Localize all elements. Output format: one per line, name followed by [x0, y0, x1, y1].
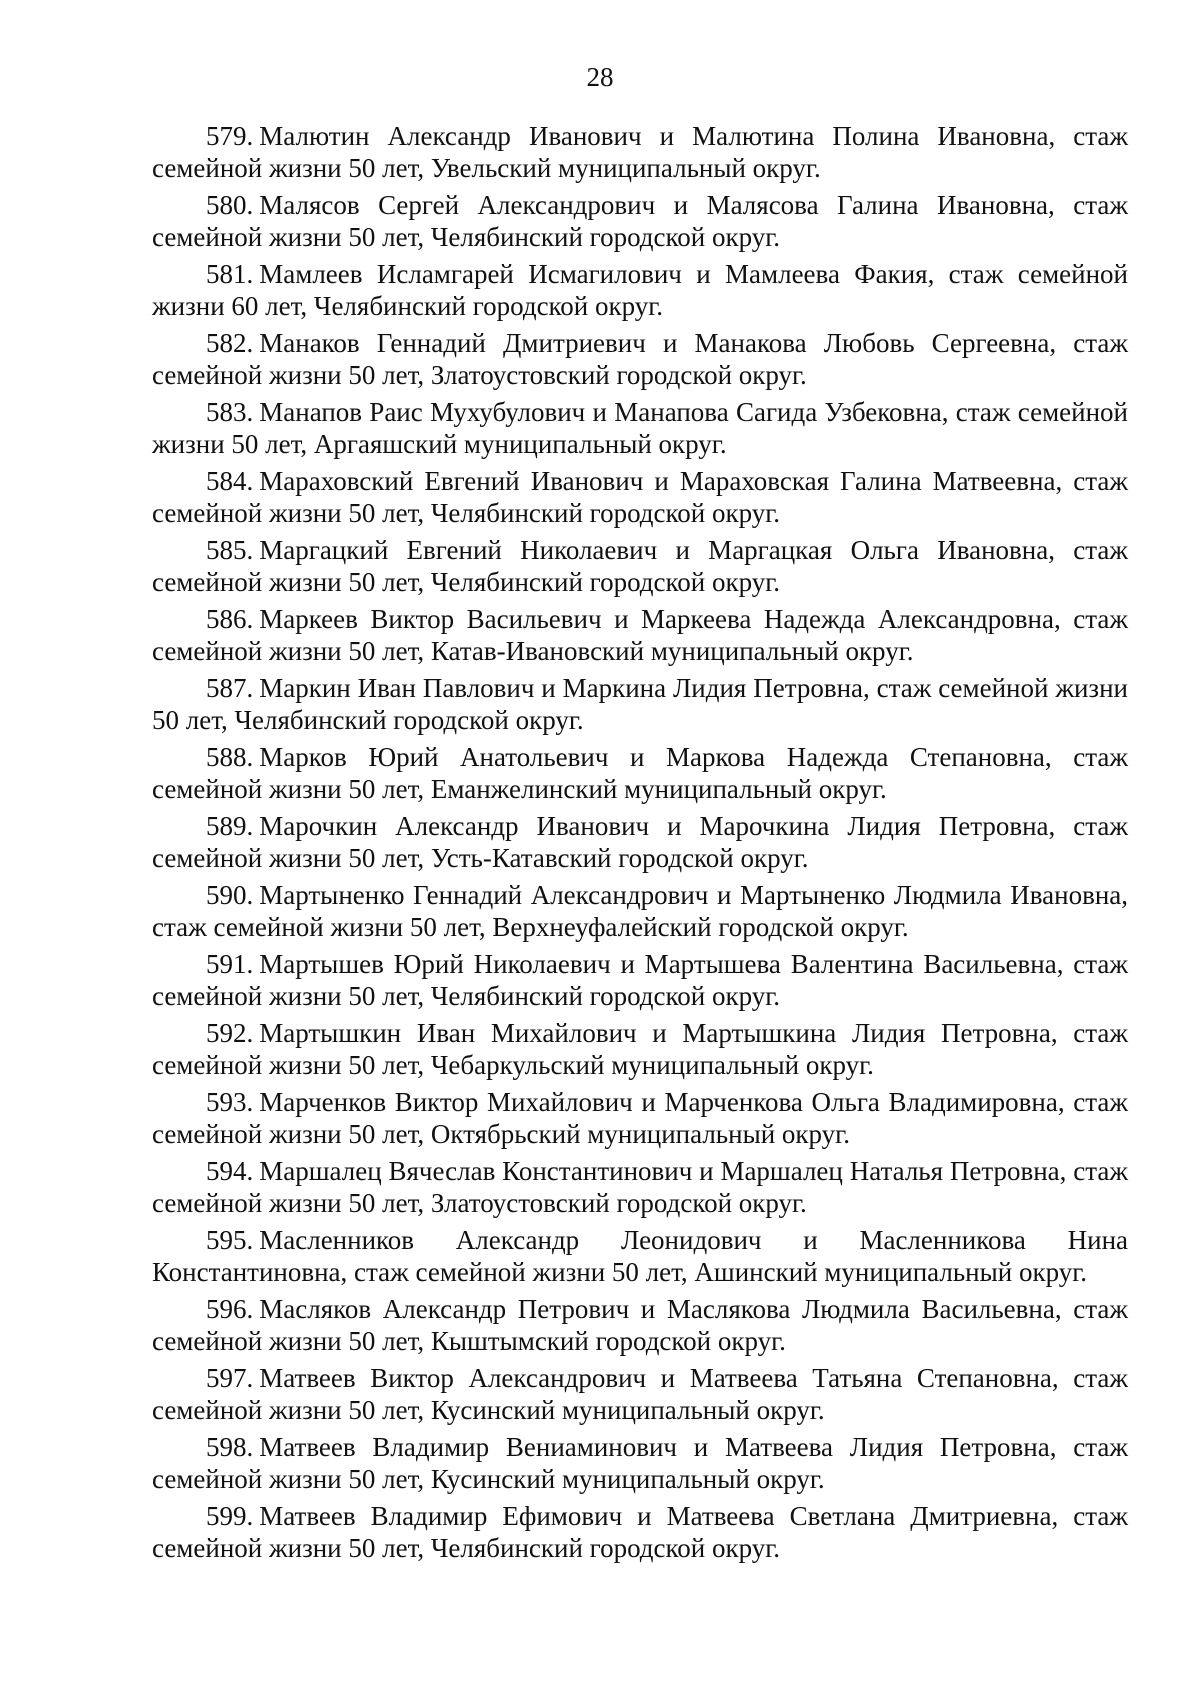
- list-item: [152, 121, 1128, 184]
- item-number: 595.: [206, 1225, 254, 1255]
- item-number: 590.: [206, 880, 254, 910]
- item-number: 585.: [206, 535, 254, 565]
- list-item: [152, 1501, 1128, 1564]
- item-number: 586.: [206, 604, 254, 634]
- list-item: [152, 604, 1128, 667]
- item-text: Марков Юрий Анатольевич и Маркова Надежда Степановна, стаж семейной жизни 50 лет, Еманжелинский муниципальный округ.: [152, 742, 1128, 804]
- item-number: 583.: [206, 397, 254, 427]
- item-number: 580.: [206, 190, 254, 220]
- list-item: [152, 397, 1128, 460]
- item-text: Масленников Александр Леонидович и Масленникова Нина Константиновна, стаж семейной жизни 50 лет, Ашинский муниципальный округ.: [152, 1225, 1128, 1287]
- list-item: [152, 742, 1128, 805]
- item-text: Масляков Александр Петрович и Маслякова Людмила Васильевна, стаж семейной жизни 50 лет, Кыштымский городской округ.: [152, 1294, 1128, 1356]
- list-item: [152, 880, 1128, 943]
- list-item: [152, 1363, 1128, 1426]
- item-text: Матвеев Владимир Вениаминович и Матвеева Лидия Петровна, стаж семейной жизни 50 лет, Кусинский муниципальный округ.: [152, 1432, 1128, 1494]
- item-number: 581.: [206, 259, 254, 289]
- item-text: Маркеев Виктор Васильевич и Маркеева Надежда Александровна, стаж семейной жизни 50 лет, Катав-Ивановский муниципальный округ.: [152, 604, 1128, 666]
- item-number: 587.: [206, 673, 254, 703]
- item-text: Мартышкин Иван Михайлович и Мартышкина Лидия Петровна, стаж семейной жизни 50 лет, Чебаркульский муниципальный округ.: [152, 1018, 1128, 1080]
- list-item: [152, 328, 1128, 391]
- item-number: 594.: [206, 1156, 254, 1186]
- item-text: Мамлеев Исламгарей Исмагилович и Мамлеева Факия, стаж семейной жизни 60 лет, Челябинский городской округ.: [152, 259, 1128, 321]
- page-number: 28: [586, 62, 614, 92]
- item-text: Маркин Иван Павлович и Маркина Лидия Петровна, стаж семейной жизни 50 лет, Челябинский городской округ.: [152, 673, 1128, 735]
- list-item: [152, 190, 1128, 253]
- list-item: [152, 466, 1128, 529]
- item-text: Матвеев Виктор Александрович и Матвеева Татьяна Степановна, стаж семейной жизни 50 лет, Кусинский муниципальный округ.: [152, 1363, 1128, 1425]
- item-number: 584.: [206, 466, 254, 496]
- item-text: Мартышев Юрий Николаевич и Мартышева Валентина Васильевна, стаж семейной жизни 50 лет, Челябинский городской округ.: [152, 949, 1128, 1011]
- list-item: [152, 1432, 1128, 1495]
- list-item: [152, 1156, 1128, 1219]
- item-text: Марченков Виктор Михайлович и Марченкова Ольга Владимировна, стаж семейной жизни 50 лет, Октябрьский муниципальный округ.: [152, 1087, 1128, 1149]
- item-text: Мараховский Евгений Иванович и Мараховская Галина Матвеевна, стаж семейной жизни 50 лет, Челябинский городской округ.: [152, 466, 1128, 528]
- list-item: [152, 1087, 1128, 1150]
- item-text: Матвеев Владимир Ефимович и Матвеева Светлана Дмитриевна, стаж семейной жизни 50 лет, Челябинский городской округ.: [152, 1501, 1128, 1563]
- item-number: 588.: [206, 742, 254, 772]
- item-number: 579.: [206, 121, 254, 151]
- award-list: [152, 121, 1128, 1570]
- list-item: [152, 1294, 1128, 1357]
- item-text: Маршалец Вячеслав Константинович и Маршалец Наталья Петровна, стаж семейной жизни 50 лет, Златоустовский городской округ.: [152, 1156, 1128, 1218]
- item-number: 593.: [206, 1087, 254, 1117]
- item-text: Маргацкий Евгений Николаевич и Маргацкая Ольга Ивановна, стаж семейной жизни 50 лет, Челябинский городской округ.: [152, 535, 1128, 597]
- item-text: Манаков Геннадий Дмитриевич и Манакова Любовь Сергеевна, стаж семейной жизни 50 лет, Златоустовский городской округ.: [152, 328, 1128, 390]
- list-item: [152, 1018, 1128, 1081]
- item-text: Малютин Александр Иванович и Малютина Полина Ивановна, стаж семейной жизни 50 лет, Увельский муниципальный округ.: [152, 121, 1128, 183]
- item-number: 589.: [206, 811, 254, 841]
- item-number: 597.: [206, 1363, 254, 1393]
- item-number: 582.: [206, 328, 254, 358]
- item-number: 596.: [206, 1294, 254, 1324]
- item-number: 592.: [206, 1018, 254, 1048]
- item-text: Малясов Сергей Александрович и Малясова Галина Ивановна, стаж семейной жизни 50 лет, Челябинский городской округ.: [152, 190, 1128, 252]
- list-item: [152, 535, 1128, 598]
- item-number: 598.: [206, 1432, 254, 1462]
- list-item: [152, 811, 1128, 874]
- item-text: Манапов Раис Мухубулович и Манапова Сагида Узбековна, стаж семейной жизни 50 лет, Аргаяшский муниципальный округ.: [152, 397, 1128, 459]
- item-number: 591.: [206, 949, 254, 979]
- item-number: 599.: [206, 1501, 254, 1531]
- list-item: [152, 1225, 1128, 1288]
- list-item: [152, 673, 1128, 736]
- item-text: Марочкин Александр Иванович и Марочкина Лидия Петровна, стаж семейной жизни 50 лет, Усть-Катавский городской округ.: [152, 811, 1128, 873]
- list-item: [152, 259, 1128, 322]
- item-text: Мартыненко Геннадий Александрович и Мартыненко Людмила Ивановна, стаж семейной жизни 50 лет, Верхнеуфалейский городской округ.: [152, 880, 1128, 942]
- list-item: [152, 949, 1128, 1012]
